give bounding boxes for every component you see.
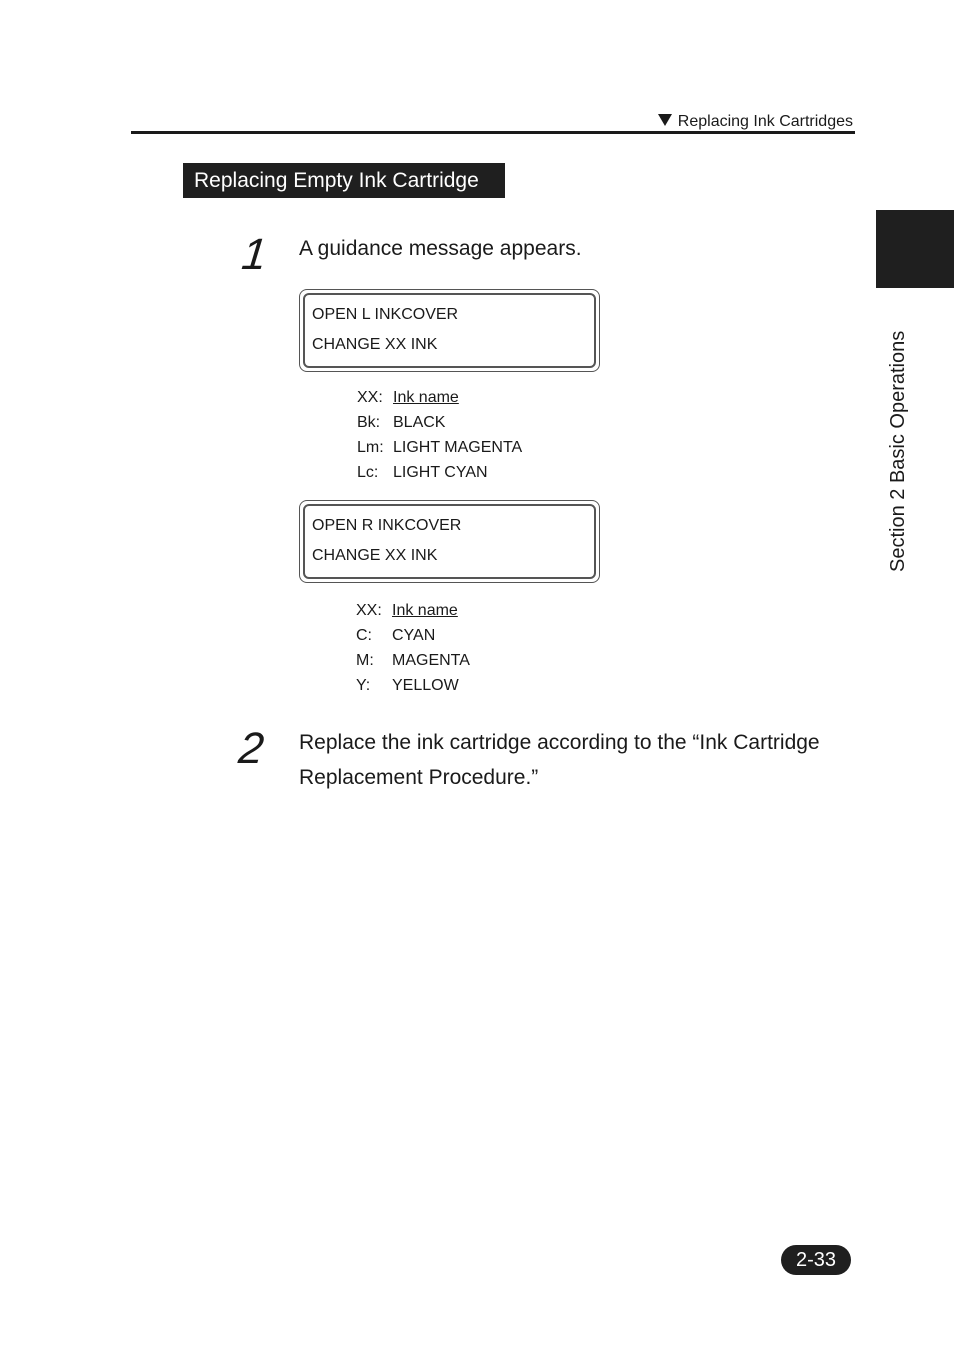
- lcd-line-1: OPEN R INKCOVER: [312, 517, 462, 534]
- ink-name: MAGENTA: [392, 652, 470, 669]
- step-2-text-line-1: Replace the ink cartridge according to the “Ink Cartridge: [299, 731, 820, 754]
- ink-legend-right: [356, 598, 470, 698]
- ink-name: LIGHT MAGENTA: [393, 439, 523, 456]
- ink-name: CYAN: [392, 627, 436, 644]
- ink-legend-row: [356, 673, 470, 698]
- running-header-title: Replacing Ink Cartridges: [677, 113, 853, 130]
- ink-legend-row: [357, 460, 522, 485]
- ink-code: Y:: [356, 677, 371, 694]
- running-header: [658, 113, 853, 131]
- lcd-display-frame: [303, 293, 596, 368]
- lcd-line-1: OPEN L INKCOVER: [312, 306, 459, 323]
- step-2-text-line-2: Replacement Procedure.”: [299, 766, 539, 789]
- ink-code: Lm:: [357, 439, 384, 456]
- section-tab-label: Section 2 Basic Operations: [887, 330, 909, 572]
- lcd-line-2: CHANGE XX INK: [312, 547, 438, 564]
- ink-code: Lc:: [357, 464, 379, 481]
- ink-code: Bk:: [357, 414, 381, 431]
- triangle-down-icon: [658, 114, 672, 126]
- ink-legend-header-name: Ink name: [392, 602, 458, 619]
- ink-legend-row: [357, 435, 522, 460]
- ink-name: LIGHT CYAN: [393, 464, 488, 481]
- ink-code: M:: [356, 652, 374, 669]
- ink-legend-row: [357, 410, 522, 435]
- ink-legend-row: [356, 648, 470, 673]
- lcd-line-2: CHANGE XX INK: [312, 336, 438, 353]
- lcd-display-left: [299, 289, 600, 372]
- step-1-text: A guidance message appears.: [299, 237, 582, 260]
- step-number-2: 2: [236, 724, 267, 773]
- ink-code: C:: [356, 627, 372, 644]
- ink-legend-header-code: XX:: [356, 602, 382, 619]
- lcd-display-right: [299, 500, 600, 583]
- step-2-text: [299, 725, 820, 795]
- ink-legend-row: [356, 623, 470, 648]
- ink-legend-header-code: XX:: [357, 389, 383, 406]
- step-number-1: 1: [239, 230, 270, 279]
- ink-name: YELLOW: [392, 677, 459, 694]
- ink-legend-header: [356, 598, 470, 623]
- section-heading: Replacing Empty Ink Cartridge: [183, 163, 505, 198]
- header-divider: [131, 131, 855, 134]
- ink-name: BLACK: [393, 414, 446, 431]
- ink-legend-left: [357, 385, 522, 485]
- ink-legend-header: [357, 385, 522, 410]
- section-tab-marker: [876, 210, 954, 288]
- page-number: 2-33: [781, 1245, 851, 1275]
- lcd-display-frame: [303, 504, 596, 579]
- ink-legend-header-name: Ink name: [393, 389, 459, 406]
